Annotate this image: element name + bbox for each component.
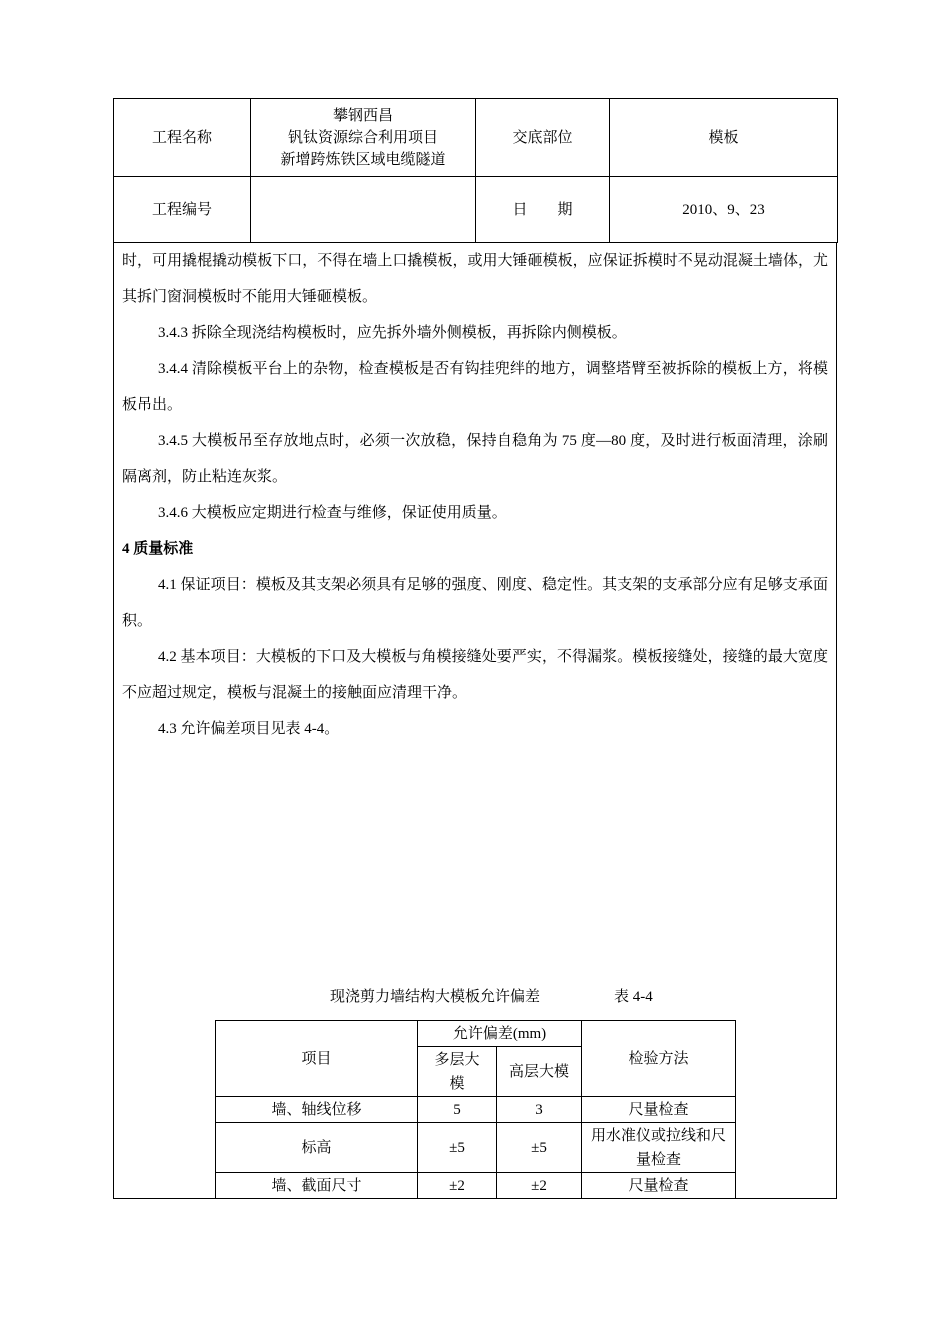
cell-method: 尺量检查 [582,1173,736,1199]
date-label: 日 期 [476,177,610,243]
table-row [216,1173,736,1199]
col-multi: 多层大模 [418,1047,497,1097]
paragraph: 4.2 基本项目：大模板的下口及大模板与角模接缝处要严实，不得漏浆。模板接缝处，接缝的最大宽度不应超过规定，模板与混凝土的接触面应清理干净。 [122,649,828,701]
project-name-label: 工程名称 [114,99,251,177]
paragraph: 3.4.5 大模板吊至存放地点时，必须一次放稳，保持自稳角为 75 度—80 度，及时进行板面清理，涂刷隔离剂，防止粘连灰浆。 [122,433,828,485]
cell-item: 标高 [216,1123,418,1173]
paragraph: 时，可用撬棍撬动模板下口，不得在墙上口撬模板，或用大锤砸模板，应保证拆模时不晃动混凝土墙体，尤其拆门窗洞模板时不能用大锤砸模板。 [122,253,828,305]
date-value: 2010、9、23 [610,177,838,243]
part-label: 交底部位 [476,99,610,177]
col-high: 高层大模 [497,1047,582,1097]
table-row [216,1097,736,1123]
table-header-row [216,1021,736,1047]
header-row-number [114,177,838,243]
table-row [216,1123,736,1173]
project-name-line3: 新增跨炼铁区域电缆隧道 [280,151,446,168]
col-tolerance: 允许偏差(mm) [418,1021,582,1047]
table-number: 表 4-4 [614,989,653,1005]
paragraph: 3.4.3 拆除全现浇结构模板时，应先拆外墙外侧模板，再拆除内侧模板。 [158,325,627,341]
cell-multi: 5 [418,1097,497,1123]
col-method: 检验方法 [582,1021,736,1097]
cell-method: 用水准仪或拉线和尺量检查 [582,1123,736,1173]
project-name-line2: 钒钛资源综合利用项目 [287,129,438,146]
paragraph: 3.4.4 清除模板平台上的杂物，检查模板是否有钩挂兜绊的地方，调整塔臂至被拆除的模板上方，将模板吊出。 [122,361,828,413]
cell-high: ±5 [497,1123,582,1173]
part-value: 模板 [610,99,838,177]
cell-item: 墙、轴线位移 [216,1097,418,1123]
project-no-label: 工程编号 [114,177,251,243]
cell-item: 墙、截面尺寸 [216,1173,418,1199]
paragraph: 4.3 允许偏差项目见表 4-4。 [158,721,340,737]
table-caption: 现浇剪力墙结构大模板允许偏差 [330,989,541,1005]
section-heading: 4 质量标准 [122,541,194,557]
header-table [113,98,838,243]
cell-high: 3 [497,1097,582,1123]
paragraph: 4.1 保证项目：模板及其支架必须具有足够的强度、刚度、稳定性。其支架的支承部分应有足够支承面积。 [122,577,828,629]
cell-method: 尺量检查 [582,1097,736,1123]
col-item: 项目 [216,1021,418,1097]
project-name-value [251,99,476,177]
cell-multi: ±5 [418,1123,497,1173]
tolerance-table [215,1020,736,1199]
body-text [122,243,828,747]
header-row-project [114,99,838,177]
cell-high: ±2 [497,1173,582,1199]
paragraph: 3.4.6 大模板应定期进行检查与维修，保证使用质量。 [158,505,507,521]
cell-multi: ±2 [418,1173,497,1199]
project-no-value [251,177,476,243]
project-name-line1: 攀钢西昌 [332,107,393,124]
